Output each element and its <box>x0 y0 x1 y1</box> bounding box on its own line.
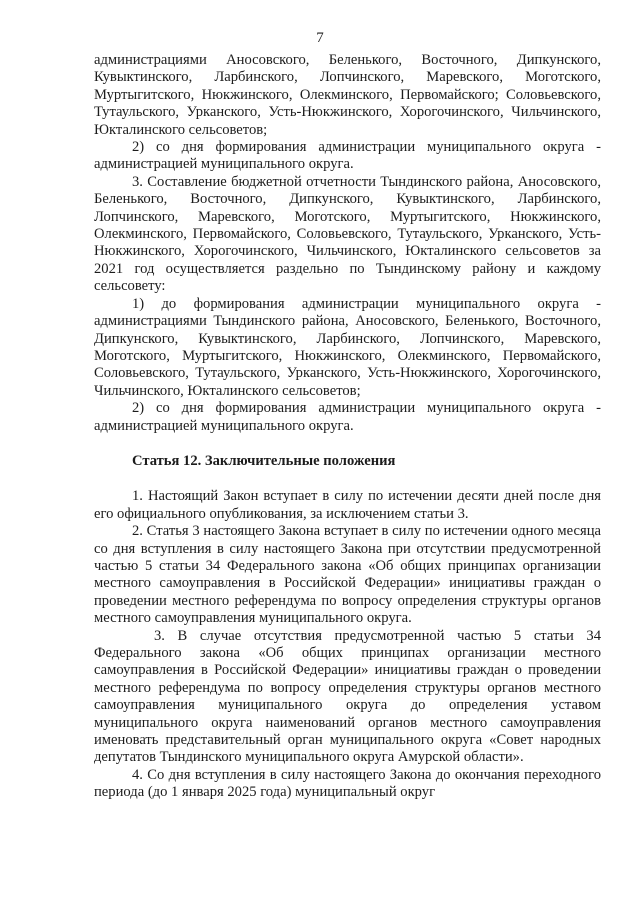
paragraph-final-4: 4. Со дня вступления в силу настоящего Закона до окончания переходного периода (до 1 января 2025 года) муниципальный округ <box>94 766 601 801</box>
article-heading: Статья 12. Заключительные положения <box>132 452 396 469</box>
paragraph-final-3: 3. В случае отсутствия предусмотренной частью 5 статьи 34 Федерального закона «Об общих принципах организации местного самоуправления в Российской Федерации» инициативы граждан о проведении местного референдума по вопросу определения структуры органов местного самоуправления муниципального округа до определения уставом муниципального округа наименований органов местного самоуправления именовать представительный орган муниципального округа «Совет народных депутатов Тындинского муниципального округа Амурской области». <box>94 627 601 766</box>
page-number: 7 <box>316 30 324 46</box>
document-body <box>94 52 601 802</box>
paragraph-item-1-reporting: 1) до формирования администрации муниципального округа - администрациями Тындинского района, Аносовского, Беленького, Восточного, Дипкунского, Кувыктинского, Ларбинского, Лопчинского, Маревского, Моготского, Муртыгитского, Нюкжинского, Олекминского, Первомайского, Соловьевского, Тутаульского, Урканского, Усть-Нюкжинского, Хорогочинского, Чильчинского, Юкталинского сельсоветов; <box>94 295 601 399</box>
paragraph-item-2-top: 2) со дня формирования администрации муниципального округа - администрацией муниципального округа. <box>94 139 601 173</box>
paragraph-budget-reporting: 3. Составление бюджетной отчетности Тындинского района, Аносовского, Беленького, Восточного, Дипкунского, Кувыктинского, Ларбинского, Лопчинского, Маревского, Моготского, Муртыгитского, Нюкжинского, Олекминского, Первомайского, Соловьевского, Тутаульского, Урканского, Усть- Нюкжинского, Хорогочинского, Чильчинского, Юкталинского сельсоветов за 2021 год осуществляется раздельно по Тындинскому району и каждому сельсовету: <box>94 173 601 295</box>
paragraph-final-2: 2. Статья 3 настоящего Закона вступает в силу по истечении одного месяца со дня вступления в силу настоящего Закона при отсутствии предусмотренной частью 5 статьи 34 Федерального закона «Об общих принципах организации местного самоуправления в Российской Федерации» инициативы граждан о проведении местного референдума по вопросу определения структуры органов местного самоуправления муниципального округа. <box>94 523 601 627</box>
paragraph-administrations-list: администрациями Аносовского, Беленького, Восточного, Дипкунского, Кувыктинского, Ларбинского, Лопчинского, Маревского, Моготского, Муртыгитского, Нюкжинского, Олекминского, Первомайского; Соловьевского, Тутаульского, Урканского, Усть-Нюкжинского, Хорогочинского, Чильчинского, Юкталинского сельсоветов; <box>94 52 601 138</box>
paragraph-item-2-reporting: 2) со дня формирования администрации муниципального округа - администрацией муниципального округа. <box>94 400 601 434</box>
paragraph-final-1: 1. Настоящий Закон вступает в силу по истечении десяти дней после дня его официального опубликования, за исключением статьи 3. <box>94 488 601 522</box>
